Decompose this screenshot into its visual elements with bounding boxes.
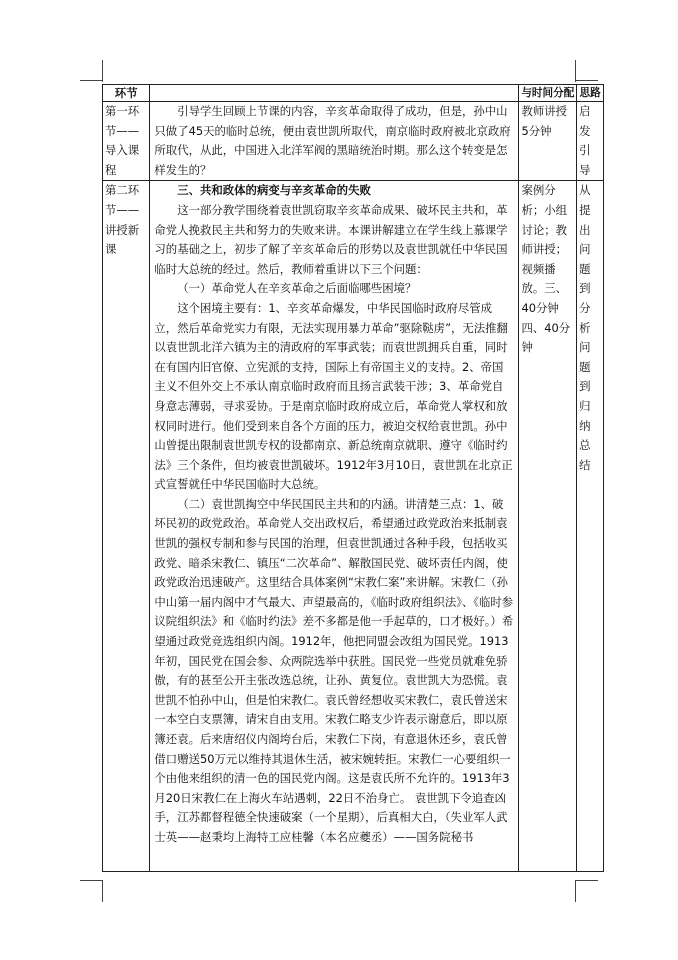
time-cell — [519, 102, 577, 181]
idea-cell — [577, 102, 604, 181]
idea-text: 启发引导 — [579, 104, 591, 177]
crop-mark-top-right-vertical — [575, 60, 576, 82]
content-paragraph: 这个困境主要有：1、辛亥革命爆发，中华民国临时政府尽管成立，然后革命党实力有限，无法实现用暴力革命”驱除鞑虏”，无法推翻以袁世凯北洋六镇为主的清政府的军事武装；而袁世凯拥兵自重，同时在有国内旧官僚、立宪派的支持，国际上有帝国主义的支持。2、帝国主义不但外交上不承认南京临时政府而且扬言武装干涉；3、革命党自身意志薄弱，寻求妥协。于是南京临时政府成立后，革命党人掌权和放权同时进行。他们受到来自各个方面的压力，被迫交权给袁世凯。孙中山曾提出限制袁世凯专权的设都南京、新总统南京就职、遵守《临时约法》三个条件，但均被袁世凯破坏。1912年3月10日，袁世凯在北京正式宣誓就任中华民国临时大总统。 — [154, 300, 513, 492]
content-cell — [150, 181, 519, 872]
stage-text: 第二环节——讲授新课 — [105, 183, 140, 257]
lesson-plan-table — [102, 84, 604, 872]
idea-text: 从提出问题到分析问题到归纳总结 — [579, 183, 591, 472]
header-idea: 思路 — [577, 85, 604, 102]
crop-mark-bottom-left-vertical — [102, 880, 103, 902]
time-text: 教师讲授5分钟 — [521, 104, 568, 138]
stage-cell — [103, 181, 150, 872]
stage-cell — [103, 102, 150, 181]
stage-text: 第一环节——导入课程 — [105, 104, 140, 177]
content-paragraph: （二）袁世凯掏空中华民国民主共和的内涵。讲清楚三点：1、破坏民初的政党政治。革命党人交出政权后，希望通过政党政治来抵制袁世凯的强权专制和参与民国的治理，但袁世凯通过各种手段，包括收买政党、暗杀宋教仁、镇压“二次革命”、解散国民党、破坏责任内阁，使政党政治迅速破产。这里结合具体案例“宋教仁案”来讲解。宋教仁（孙中山第一届内阁中才气最大、声望最高的，《临时政府组织法》、《临时参议院组织法》和《临时约法》差不多都是他一手起草的，口才极好。）希望通过政党竞选组织内阁。1912年，他把同盟会改组为国民党。1913年初，国民党在国会参、众两院选举中获胜。国民党一些党员就难免骄傲，有的甚至公开主张改选总统，让孙、黄复位。袁世凯大为恐慌。袁世凯不怕孙中山，但是怕宋教仁。袁氏曾经想收买宋教仁，袁氏曾送宋一本空白支票簿，请宋自由支用。宋教仁略支少许表示谢意后，即以原簿还袁。后来唐绍仪内阁垮台后，宋教仁下岗，有意退休还乡，袁氏曾借口赠送50万元以维持其退休生活，被宋婉转拒。宋教仁一心要组织一个由他来组织的清一色的国民党内阁。这是袁氏所不允许的。1913年3月20日宋教仁在上海火车站遇刺，22日不治身亡。 袁世凯下令追查凶手，江苏都督程德全快速破案（一个星期），后真相大白，（失业军人武士英——赵秉均上海特工应桂馨（本名应夔丞）——国务院秘书 — [154, 496, 514, 844]
crop-mark-top-right-horizontal — [576, 80, 598, 81]
table-row — [103, 102, 604, 181]
content-cell — [150, 102, 519, 181]
crop-mark-bottom-right-vertical — [575, 880, 576, 902]
crop-mark-bottom-left-horizontal — [80, 880, 102, 881]
crop-mark-top-left-horizontal — [80, 80, 102, 81]
idea-cell — [577, 181, 604, 872]
subsection-heading: （一）革命党人在辛亥革命之后面临哪些困境？ — [177, 281, 417, 296]
content-paragraph: 这一部分教学围绕着袁世凯窃取辛亥革命成果、破坏民主共和，革命党人挽救民主共和努力的失败来讲。本课讲解建立在学生线上慕课学习的基础之上，初步了解了辛亥革命后的形势以及袁世凯就任中华民国临时大总统的经过。然后，教师着重讲以下三个问题： — [154, 202, 508, 276]
header-stage: 环节 — [103, 85, 150, 102]
section-title: 三、共和政体的病变与辛亥革命的失败 — [177, 183, 371, 198]
header-content — [150, 85, 519, 102]
table-row — [103, 181, 604, 872]
header-time: 与时间分配 — [519, 85, 577, 102]
crop-mark-top-left-vertical — [102, 60, 103, 82]
time-text: 案例分析；小组讨论；教师讲授；视频播放。三、40分钟四、40分钟 — [521, 183, 571, 355]
time-cell — [519, 181, 577, 872]
content-paragraph: 引导学生回顾上节课的内容，辛亥革命取得了成功，但是，孙中山只做了45天的临时总统，便由袁世凯所取代，南京临时政府被北京政府所取代，从此，中国进入北洋军阀的黑暗统治时期。那么这个转变是怎样发生的？ — [154, 104, 511, 177]
table-header-row — [103, 85, 604, 102]
crop-mark-bottom-right-horizontal — [576, 880, 598, 881]
